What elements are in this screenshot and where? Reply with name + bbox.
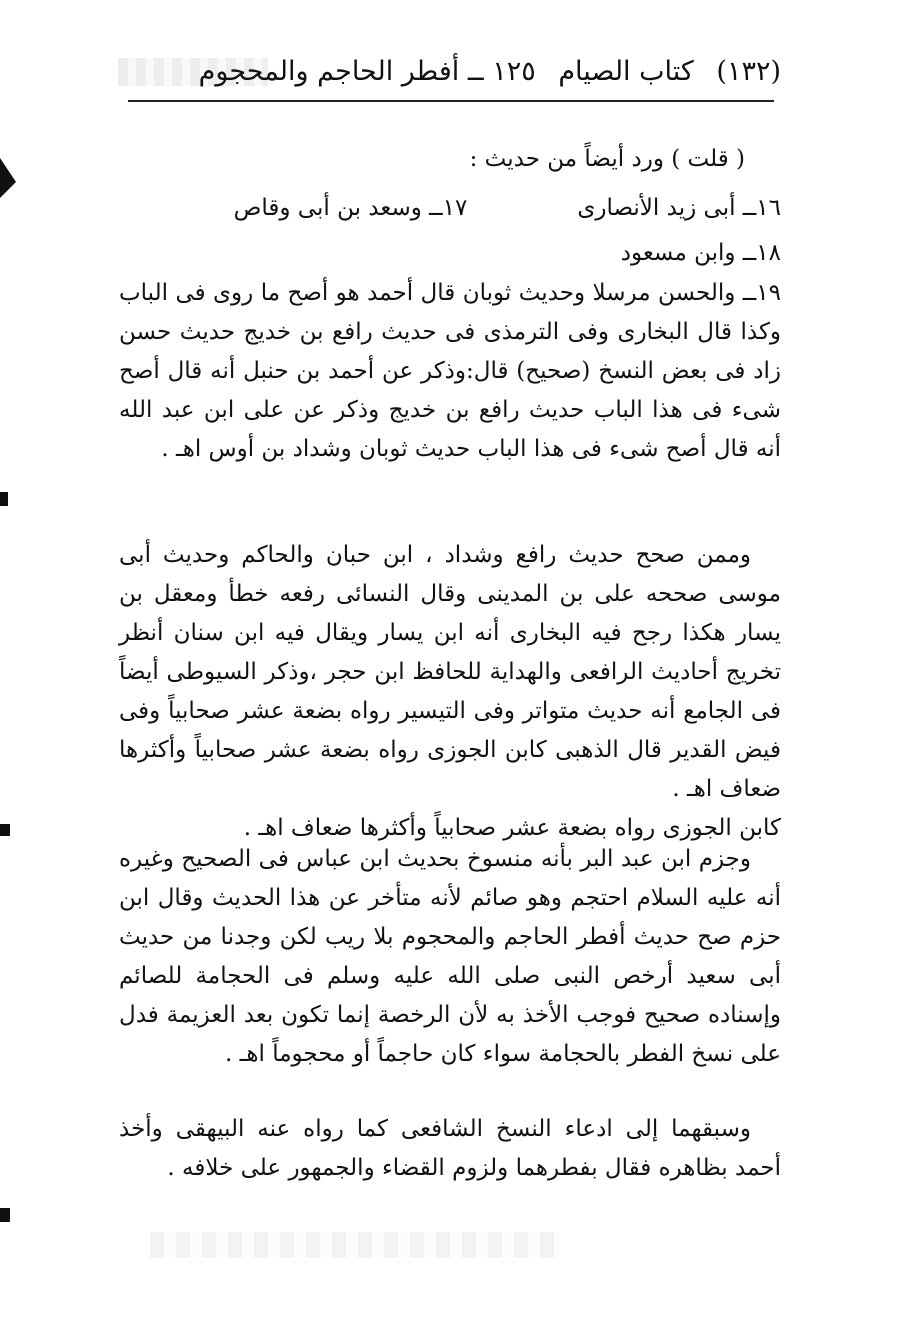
scan-edge-mark [0,1208,10,1222]
intro-block [119,140,781,273]
item-17: ١٧ــ وسعد بن أبى وقاص [233,195,468,221]
paragraph-3-text: وجزم ابن عبد البر بأنه منسوخ بحديث ابن عباس فى الصحيح وغيره أنه عليه السلام احتجم وهو صائم لأنه متأخر عن هذا الحديث وقال ابن حزم صح حديث أفطر الحاجم والمحجوم بلا ريب لكن وجدنا من حديث أبى سعيد أرخص النبى صلى الله عليه وسلم فى الحجامة للصائم وإسناده صحيح فوجب الأخذ به لأن الرخصة إنما تكون بعد العزيمة فدل على نسخ الفطر بالحجامة سواء كان حاجماً أو محجوماً اهـ . [119,846,781,1067]
page-header [185,52,781,92]
numbered-row [119,189,781,228]
paragraph-1-text: ١٩ــ والحسن مرسلا وحديث ثوبان قال أحمد هو أصح ما روى فى الباب وكذا قال البخارى وفى الترمذى فى حديث رافع بن خديج حديث حسن زاد فى بعض النسخ (صحيح) قال:وذكر عن أحمد بن حنبل أنه قال أصح شىء فى هذا الباب حديث رافع بن خديج وذكر عن على ابن عبد الله أنه قال أصح شىء فى هذا الباب حديث ثوبان وشداد بن أوس اهـ . [119,280,781,462]
book-title: كتاب الصيام [558,56,694,87]
header-rule [128,100,774,102]
intro-line: ( قلت ) ورد أيضاً من حديث : [469,146,745,172]
paragraph-1 [119,274,781,469]
scan-edge-mark [0,158,16,198]
bleed-through-text [150,1232,560,1258]
paragraph-4 [119,1110,781,1188]
scan-edge-mark [0,824,10,836]
item-16: ١٦ــ أبى زيد الأنصارى [577,195,781,221]
paragraph-2-text: وممن صحح حديث رافع وشداد ، ابن حبان والحاكم وحديث أبى موسى صححه على بن المدينى وقال النسائى رفعه خطأ ومعقل بن يسار هكذا رجح فيه البخارى أنه ابن يسار ويقال فيه ابن سنان أنظر تخريج أحاديث الرافعى والهداية للحافظ ابن حجر ،وذكر السيوطى أيضاً فى الجامع أنه حديث متواتر وفى التيسير رواه بضعة عشر صحابياً وفى فيض القدير قال الذهبى كابن الجوزى رواه بضعة عشر صحابياً وأكثرها ضعاف اهـ . [119,542,781,802]
item-18: ١٨ــ وابن مسعود [620,240,781,266]
scan-edge-mark [0,492,8,506]
paragraph-3 [119,840,781,1074]
chapter-title: ١٢٥ ــ أفطر الحاجم والمحجوم [198,56,536,87]
page-number: (١٣٢) [716,56,781,87]
paragraph-2 [119,536,781,848]
paragraph-4-text: وسبقهما إلى ادعاء النسخ الشافعى كما رواه عنه البيهقى وأخذ أحمد بظاهره فقال بفطرهما ولزوم القضاء والجمهور على خلافه . [119,1116,781,1181]
paragraph-2-repeat-line: كابن الجوزى رواه بضعة عشر صحابياً وأكثرها ضعاف اهـ . [243,815,781,841]
